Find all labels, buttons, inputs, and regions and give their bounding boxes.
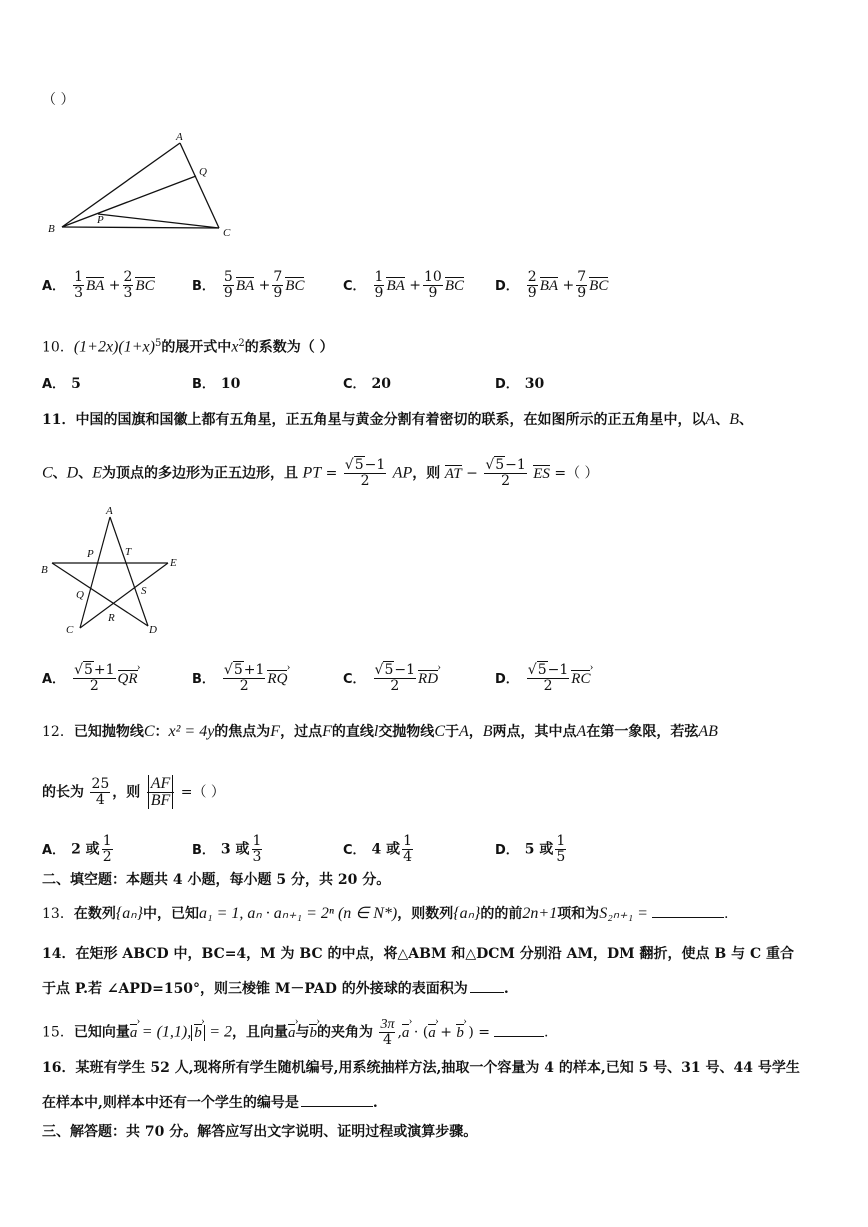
- q15-stem: 15．已知向量a › = (1,1), b › = 2，且向量a ›与b ›的夹角为 $\frac{3\pi}{4}$ ,a › · (a › + b › ) = .: [42, 1017, 548, 1048]
- q12-option-b[interactable]: B． 3 或 $\frac{1}{3}$: [192, 833, 262, 865]
- golden-ratio-fraction: $\frac{√5-1}{2}$: [344, 457, 386, 489]
- label-B: B: [48, 223, 55, 235]
- label-Q: Q: [76, 589, 84, 601]
- q12-option-c[interactable]: C． 4 或 $\frac{1}{4}$: [343, 833, 413, 865]
- triangle-figure: [40, 128, 240, 240]
- q10-stem: 10．$(1+2x)(1+x)^5$的展开式中$x^2$的系数为（ ）: [42, 338, 334, 356]
- q12-option-d[interactable]: D． 5 或 $\frac{1}{5}$: [495, 833, 566, 865]
- q14-answer-blank[interactable]: [470, 978, 504, 993]
- label-S: S: [141, 585, 147, 597]
- q11-option-d[interactable]: D． $\frac{√5-1}{2}$ RC ›: [495, 663, 590, 694]
- q12-option-a[interactable]: A． 2 或 $\frac{1}{2}$: [42, 833, 112, 865]
- q9-option-d[interactable]: D． $\frac{2}{9}$ BA + $\frac{7}{9}$ BC: [495, 269, 609, 301]
- label-C: C: [223, 227, 231, 239]
- q10-option-b[interactable]: B． 10: [192, 376, 241, 392]
- q10-option-d[interactable]: D． 30: [495, 376, 545, 392]
- q14-stem-line2: 于点 P.若 ∠APD=150°，则三棱锥 M－PAD 的外接球的表面积为 .: [42, 978, 509, 999]
- section-3-heading: 三、解答题：共 70 分。解答应写出文字说明、证明过程或演算步骤。: [42, 1124, 478, 1140]
- q11-option-b[interactable]: B． $\frac{√5+1}{2}$ RQ ›: [192, 663, 287, 694]
- label-Q: Q: [199, 166, 207, 178]
- star-figure: [38, 505, 188, 640]
- q11-option-a[interactable]: A． $\frac{√5+1}{2}$ QR ›: [42, 663, 138, 694]
- q9-answer-paren: （ ）: [42, 92, 75, 108]
- q12-stem-line2: 的长为 $\frac{25}{4}$ ，则 $\frac{AF}{BF}$ =（ ）: [42, 775, 225, 809]
- q9-option-c[interactable]: C． $\frac{1}{9}$ BA + $\frac{10}{9}$ BC: [343, 269, 464, 301]
- label-B: B: [41, 564, 48, 576]
- q16-stem-line1: 16．某班有学生 52 人,现将所有学生随机编号,用系统抽样方法,抽取一个容量为 4 的样本,已知 5 号、31 号、44 号学生: [42, 1060, 800, 1076]
- q11-stem-line1: 11．中国的国旗和国徽上都有五角星，正五角星与黄金分割有着密切的联系，在如图所示的正五角星中，以A、B、: [42, 411, 754, 428]
- q10-option-a[interactable]: A． 5: [42, 376, 81, 392]
- label-E: E: [170, 557, 177, 569]
- label-D: D: [149, 624, 157, 636]
- q14-stem-line1: 14．在矩形 ABCD 中，BC=4，M 为 BC 的中点，将△ABM 和△DCM 分别沿 AM，DM 翻折，使点 B 与 C 重合: [42, 946, 795, 962]
- label-A: A: [106, 505, 113, 517]
- label-P: P: [97, 214, 104, 226]
- q13-stem: 13．在数列{aₙ}中，已知a₁ = 1, aₙ · aₙ₊₁ = 2ⁿ (n ∈ N*)，则数列{aₙ}的的前2n+1项和为S₂ₙ₊₁ = .: [42, 905, 729, 922]
- q16-answer-blank[interactable]: [301, 1092, 373, 1107]
- q16-stem-line2: 在样本中,则样本中还有一个学生的编号是 .: [42, 1092, 378, 1113]
- q15-answer-blank[interactable]: [494, 1022, 544, 1037]
- q13-answer-blank[interactable]: [652, 903, 724, 918]
- label-C: C: [66, 624, 74, 636]
- q10-option-c[interactable]: C． 20: [343, 376, 392, 392]
- q9-option-a[interactable]: A． $\frac{1}{3}$ BA + $\frac{2}{3}$ BC: [42, 269, 155, 301]
- label-T: T: [125, 546, 132, 558]
- q12-stem-line1: 12．已知抛物线C：x² = 4y的焦点为F，过点F的直线l交抛物线C于A，B两点，其中点A在第一象限，若弦AB: [42, 723, 718, 740]
- q11-option-c[interactable]: C． $\frac{√5-1}{2}$ RD ›: [343, 663, 438, 694]
- q9-option-b[interactable]: B． $\frac{5}{9}$ BA + $\frac{7}{9}$ BC: [192, 269, 305, 301]
- q11-stem-line2: C、D、E为顶点的多边形为正五边形，且 PT = $\frac{√5-1}{2}$ AP，则 AT − $\frac{√5-1}{2}$ ES =（ ）: [42, 457, 599, 489]
- label-A: A: [176, 131, 183, 143]
- section-2-heading: 二、填空题：本题共 4 小题，每小题 5 分，共 20 分。: [42, 872, 391, 888]
- label-R: R: [108, 612, 115, 624]
- label-P: P: [87, 548, 94, 560]
